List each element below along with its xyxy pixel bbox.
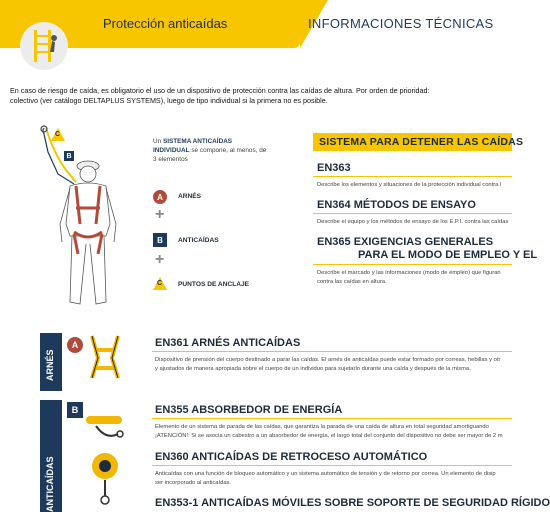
harness-product-icon: [84, 334, 126, 380]
section-label-harness: ARNÉS: [45, 349, 55, 381]
standard-en364: [317, 199, 476, 211]
standard-desc: Describe el equipo y los métodos de ensayo de los E.P.I. contra las caídas: [317, 219, 509, 225]
standard-name: EXIGENCIAS GENERALES: [353, 236, 494, 248]
divider: [152, 351, 512, 352]
legend-label-harness: ARNÉS: [178, 193, 202, 200]
info-title: INFORMACIONES TÉCNICAS: [308, 16, 494, 31]
system-heading-bar: [313, 133, 524, 151]
standard-desc: Describe el marcado y las informaciones (modo de empleo) que figuran: [317, 270, 501, 276]
product-en360: [155, 451, 427, 463]
legend-badge-c: [153, 277, 167, 290]
plus-icon: +: [155, 251, 165, 268]
retractable-device-icon: [88, 450, 122, 512]
product-desc: Anticaídas con una función de bloqueo automático y un sistema automático de tensión y de retorno por correa. Un elemento de disip: [155, 471, 496, 477]
system-note: [153, 137, 268, 164]
divider: [152, 465, 512, 466]
ladder-logo: [20, 22, 68, 70]
section-label-fall-arrester: ANTICAÍDAS: [45, 456, 55, 512]
intro-line-2: colectivo (ver catálogo DELTAPLUS SYSTEMS), luego de tipo individual si la primera no es posible.: [10, 96, 328, 105]
section-bar-fall-arrester: [40, 400, 62, 512]
product-name: ANTICAÍDAS MÓVILES SOBRE SOPORTE DE SEGURIDAD RÍGIDO: [201, 497, 550, 509]
figure-anchor-badge: [51, 128, 65, 146]
divider: [313, 176, 512, 177]
standard-code: EN363: [317, 162, 351, 174]
product-name: ARNÉS ANTICAÍDAS: [191, 337, 301, 349]
standard-en363: [317, 162, 351, 174]
section-title: Protección anticaídas: [103, 16, 228, 31]
standard-name: MÉTODOS DE ENSAYO: [353, 199, 476, 211]
standard-desc: contra las caídas en altura.: [317, 279, 387, 285]
standard-code: EN364: [317, 199, 351, 211]
product-desc: ¡ATENCIÓN!: Si se asocia un cabestro a un absorbedor de energía, el largo total del conjunto del dispositivo no debe ser mayor de 2 m: [155, 433, 503, 439]
product-name: ABSORBEDOR DE ENERGÍA: [191, 404, 343, 416]
standard-code: EN365: [317, 236, 351, 248]
system-note-suffix: se compone, al menos, de 3 elementos: [153, 147, 267, 163]
legend-badge-b: B: [153, 233, 167, 247]
legend-badge-c-letter: C: [157, 280, 163, 287]
intro-text: [10, 86, 510, 106]
standard-desc: Describe los elementos y situaciones de la protección individual contra l: [317, 182, 502, 188]
product-desc: Dispositivo de prensión del cuerpo destinado a parar las caídas. El arnés de anticaídas puede estar formado por correas, hebillas y otr: [155, 357, 501, 363]
product-code: EN355: [155, 404, 189, 416]
system-note-prefix: Un: [153, 138, 163, 145]
section-badge-b: B: [67, 402, 83, 418]
divider: [313, 213, 512, 214]
system-heading: SISTEMA PARA DETENER LAS CAÍDAS: [319, 136, 524, 148]
product-en355: [155, 404, 342, 416]
product-en361: [155, 337, 300, 349]
worker-harness-illustration: [36, 124, 136, 319]
divider: [313, 264, 512, 265]
system-note-bold: SISTEMA ANTICAÍDAS INDIVIDUAL: [153, 138, 233, 154]
legend-label-fall-arrester: ANTICAÍDAS: [178, 237, 219, 244]
section-bar-harness: [40, 333, 62, 391]
intro-line-1: En caso de riesgo de caída, es obligatorio el uso de un dispositivo de protección contra las caídas de altura. Por orden de prioridad:: [10, 86, 430, 95]
figure-badge-b: B: [64, 151, 74, 161]
product-desc: ser incorporado al anticaídas.: [155, 480, 232, 486]
plus-icon: +: [155, 206, 165, 223]
energy-absorber-icon: [84, 410, 128, 444]
product-code: EN361: [155, 337, 189, 349]
product-name: ANTICAÍDAS DE RETROCESO AUTOMÁTICO: [191, 451, 428, 463]
section-badge-a: A: [67, 337, 83, 353]
figure-badge-c-label: C: [55, 131, 61, 138]
legend-badge-a: A: [153, 190, 167, 204]
standard-en365: [317, 236, 493, 248]
legend-label-anchor-points: PUNTOS DE ANCLAJE: [178, 281, 250, 288]
product-en353-1: [155, 497, 550, 509]
standard-en365-line2: PARA EL MODO DE EMPLEO Y EL: [358, 249, 538, 261]
product-code: EN360: [155, 451, 189, 463]
product-desc: y ajustados de manera apropiada sobre el cuerpo de un individuo para sujetarlo durante una caída y después de la misma.: [155, 366, 471, 372]
divider: [152, 418, 512, 419]
product-desc: Elemento de un sistema de parada de las caídas, que garantiza la parada de una caída de altura en total seguridad amortiguando: [155, 424, 489, 430]
ladder-icon: [20, 22, 68, 70]
product-code: EN353-1: [155, 497, 199, 509]
